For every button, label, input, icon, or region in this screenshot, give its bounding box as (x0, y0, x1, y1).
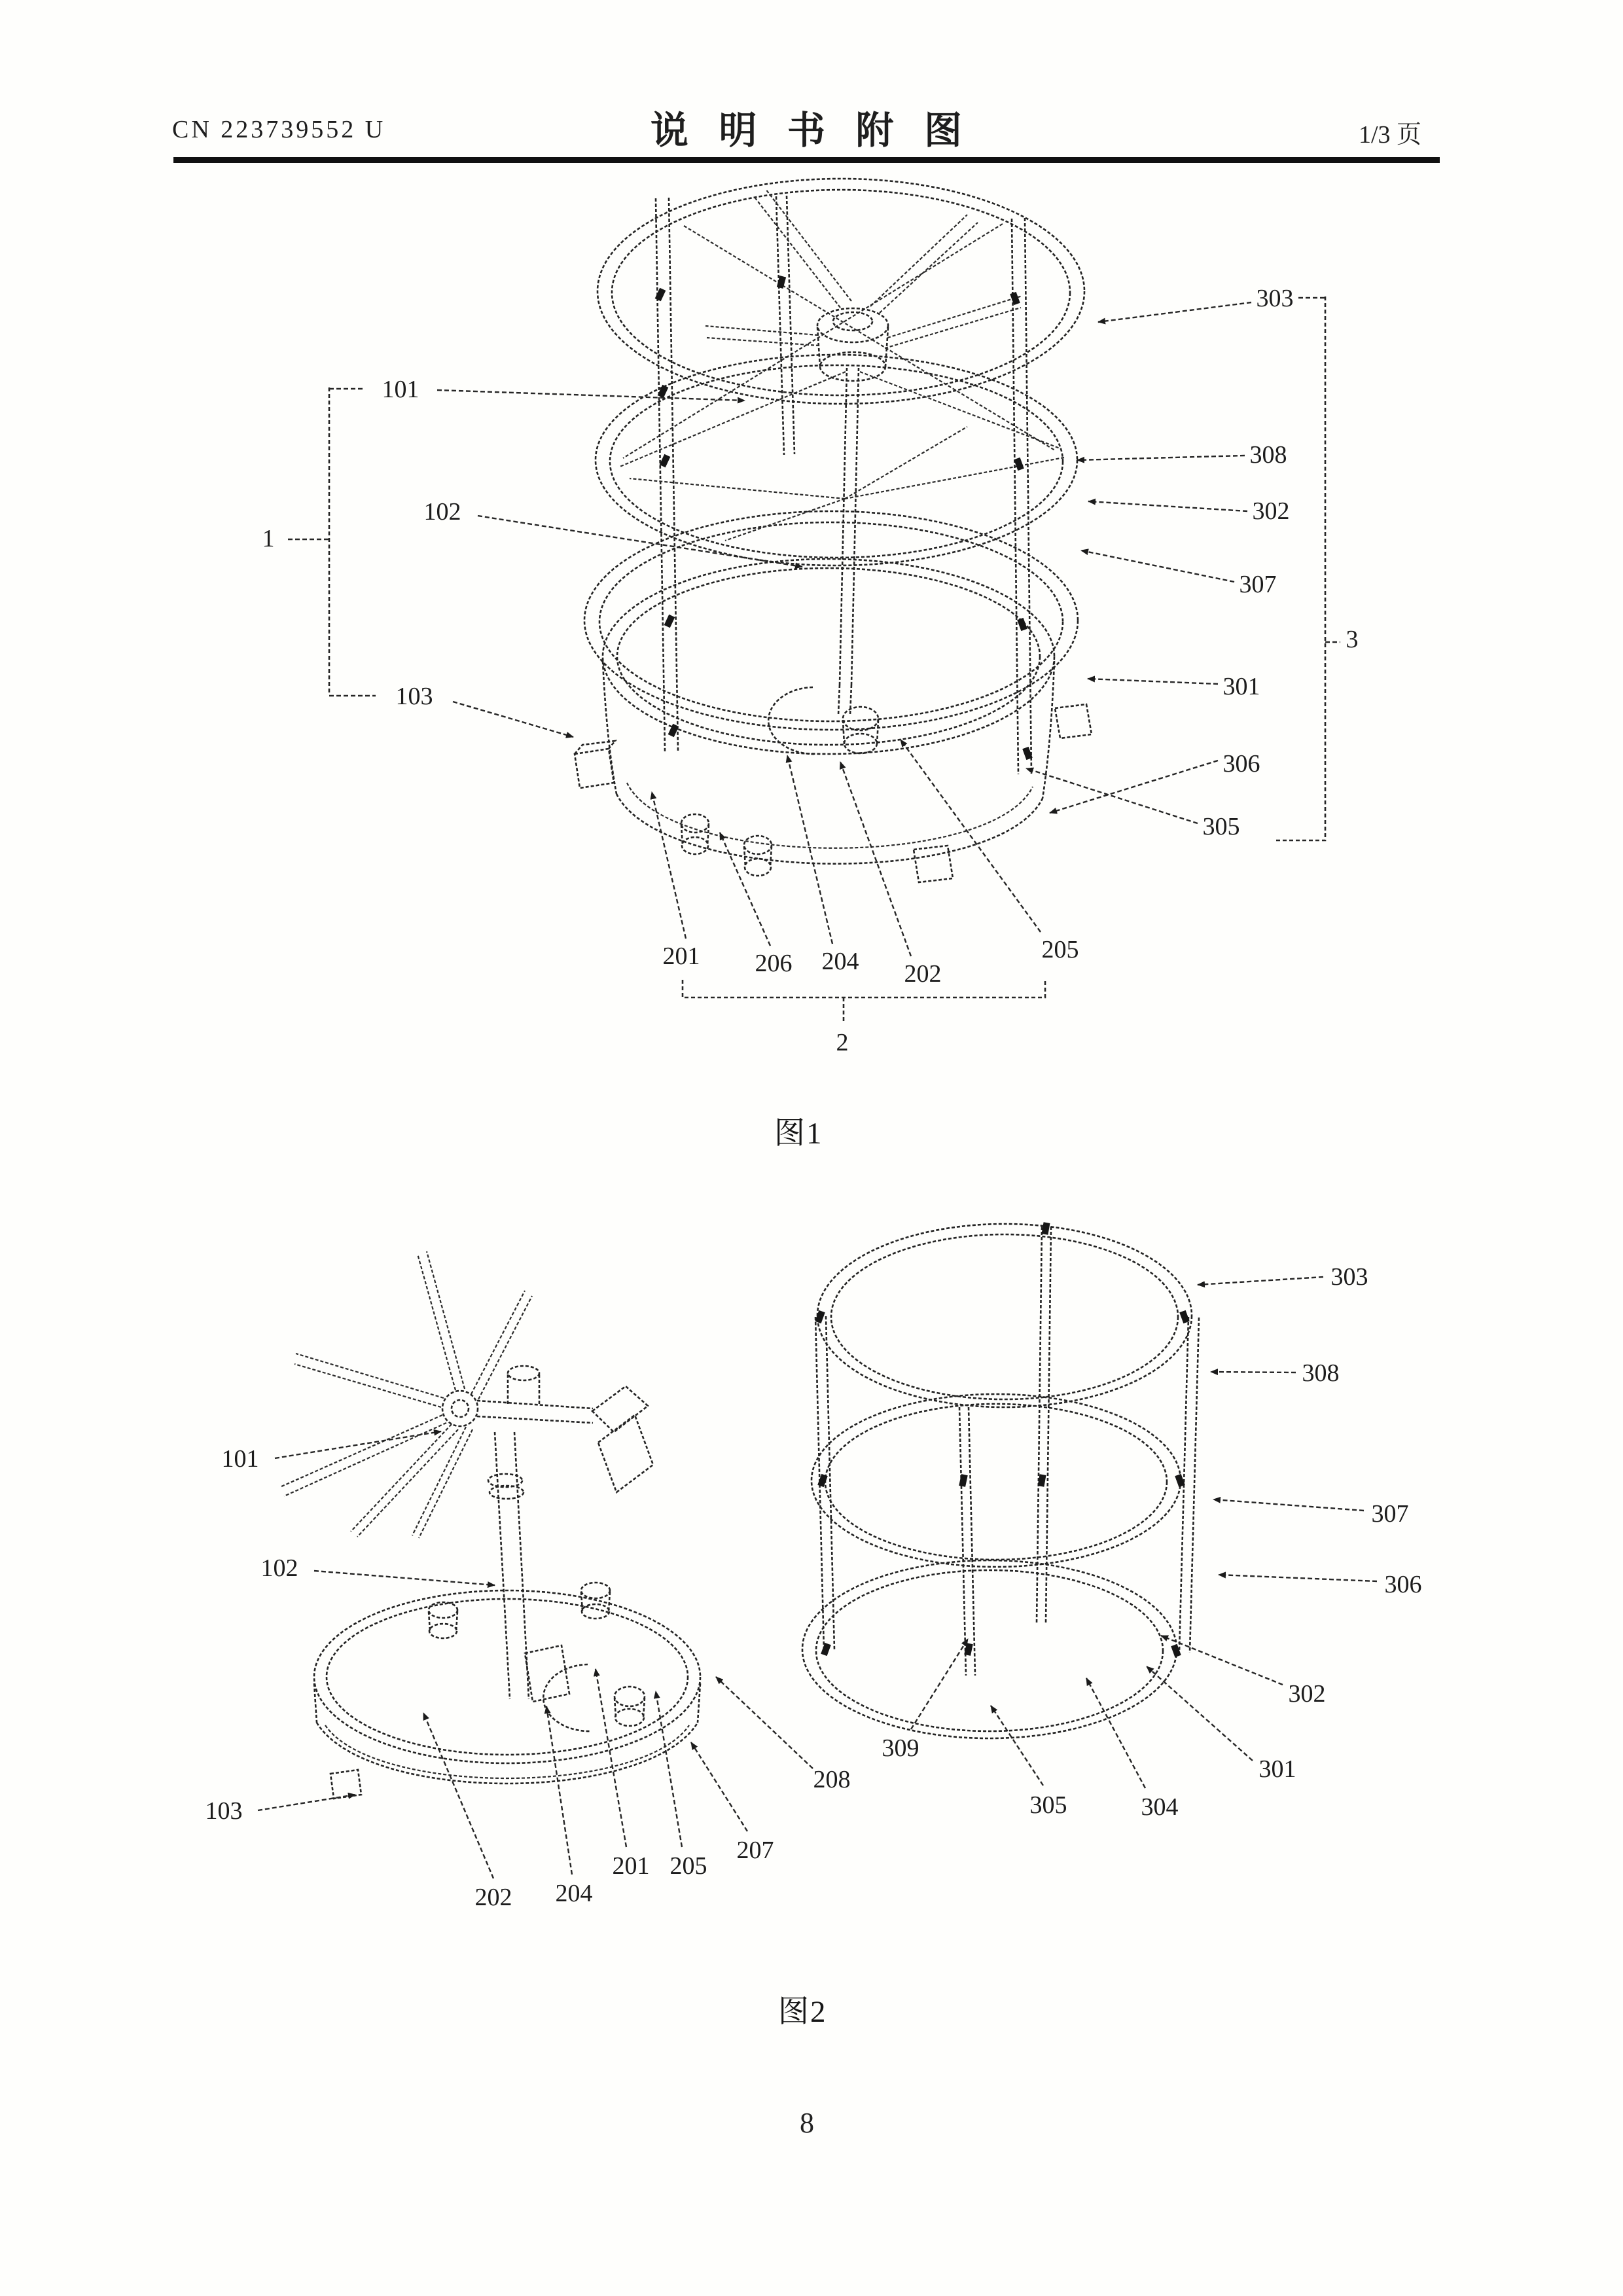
fig1-braces (623, 224, 1055, 458)
fig1-callout-302: 302 (1252, 497, 1290, 525)
fig1-callout-202: 202 (904, 960, 942, 988)
fig1-turbine (620, 189, 1061, 467)
fig1-leader-308 (1077, 456, 1245, 460)
fig2-callout-202: 202 (474, 1884, 512, 1911)
fig2-callout-309: 309 (882, 1734, 919, 1762)
fig2-leader-201 (596, 1669, 626, 1847)
fig2-callout-302: 302 (1288, 1680, 1326, 1708)
figure2-right-drawing (802, 1222, 1199, 1738)
fig1-leader-302 (1088, 501, 1247, 511)
fig2-callout-303: 303 (1330, 1263, 1368, 1291)
fig1-leader-303 (1098, 302, 1251, 322)
fig2-pole (488, 1432, 569, 1702)
fig1-leader-102 (478, 516, 802, 567)
fig1-leader-103 (453, 702, 573, 737)
fig1-callout-103: 103 (395, 683, 433, 710)
fig2-callout-308: 308 (1302, 1359, 1340, 1387)
fig2-leader-205 (656, 1691, 682, 1847)
figure2-left-drawing (280, 1251, 700, 1799)
fig1-callout-201: 201 (662, 942, 700, 970)
fig1-bosses (575, 704, 1092, 882)
fig2-leader-305 (991, 1706, 1043, 1785)
fig2-leader-207 (691, 1742, 747, 1831)
fig1-leader-205 (901, 740, 1041, 932)
fig2-leader-202 (423, 1713, 493, 1878)
fig2-leader-304 (1086, 1678, 1145, 1788)
fig1-callout-301: 301 (1222, 673, 1260, 700)
figure1-drawing (329, 179, 1325, 1022)
fig1-leader-301 (1088, 679, 1218, 684)
fig2-leader-302 (1161, 1636, 1283, 1685)
fig2-leader-301 (1147, 1666, 1253, 1761)
fig2-callout-305: 305 (1029, 1791, 1067, 1819)
fig1-leader-202 (840, 762, 911, 956)
fig1-callout-1: 1 (262, 525, 275, 552)
fig2-callout-205: 205 (669, 1852, 707, 1880)
fig2-base-disc (314, 1583, 700, 1799)
fig1-leader-101 (437, 390, 745, 401)
figure1-caption: 图1 (774, 1117, 823, 1151)
fig1-callout-204: 204 (821, 948, 859, 975)
fig2-callout-101: 101 (221, 1445, 259, 1473)
fig2-callout-304: 304 (1141, 1793, 1179, 1821)
fig2-leader-309 (911, 1639, 968, 1729)
fig1-callout-206: 206 (755, 950, 793, 977)
fig1-spokes (630, 427, 1064, 541)
fig1-callout-205: 205 (1041, 936, 1079, 963)
document-number: CN 223739552 U (172, 116, 386, 143)
fig1-leader-306 (1050, 761, 1218, 813)
fig1-mast (838, 368, 859, 715)
fig2-callout-207: 207 (736, 1837, 774, 1864)
fig2-callout-307: 307 (1371, 1500, 1409, 1528)
fig2-leader-307 (1213, 1499, 1364, 1511)
fig2-callout-301: 301 (1258, 1755, 1296, 1783)
fig2-leader-208 (716, 1677, 813, 1768)
fig1-callout-307: 307 (1239, 571, 1277, 598)
fig1-top-ring (597, 179, 1084, 404)
fig2-callout-103: 103 (205, 1797, 243, 1825)
fig1-callout-2: 2 (836, 1029, 849, 1056)
fig1-leader-307 (1081, 550, 1234, 582)
fig2-leader-101 (275, 1431, 441, 1458)
fig2-vane (477, 1366, 653, 1492)
fig2-leader-306 (1219, 1575, 1377, 1581)
fig2-callout-204: 204 (555, 1880, 593, 1907)
fig2-callout-306: 306 (1384, 1571, 1422, 1598)
fig1-callout-303: 303 (1256, 285, 1294, 312)
fig1-callout-305: 305 (1202, 813, 1240, 840)
fig1-callout-3: 3 (1346, 626, 1359, 653)
fig2-callout-201: 201 (612, 1852, 650, 1880)
fig2-cage-struts (815, 1227, 1199, 1676)
fig2-leader-303 (1198, 1277, 1323, 1285)
fig1-callout-102: 102 (423, 498, 461, 526)
callout-annotations (205, 285, 1422, 1911)
page-title: 说 明 书 附 图 (650, 109, 973, 152)
page-indicator: 1/3 页 (1359, 121, 1422, 149)
fig1-brackets (329, 296, 1325, 1022)
fig1-bolts (655, 276, 1033, 760)
figure2-caption: 图2 (778, 1995, 827, 2029)
fig2-leader-204 (546, 1706, 572, 1874)
fig1-leader-201 (652, 792, 686, 939)
fig2-rotor (280, 1251, 532, 1538)
fig1-base-bucket (603, 559, 1054, 864)
fig2-callout-102: 102 (260, 1554, 298, 1582)
fig1-callout-101: 101 (382, 376, 419, 403)
fig1-leader-204 (787, 755, 832, 944)
fig1-callout-306: 306 (1222, 750, 1260, 778)
fig1-leader-305 (1026, 768, 1198, 823)
fig2-leader-102 (314, 1571, 495, 1585)
page-number: 8 (800, 2107, 814, 2139)
fig2-cage-rings (802, 1224, 1192, 1738)
fig2-callout-208: 208 (813, 1766, 851, 1793)
fig1-callout-308: 308 (1249, 441, 1287, 469)
